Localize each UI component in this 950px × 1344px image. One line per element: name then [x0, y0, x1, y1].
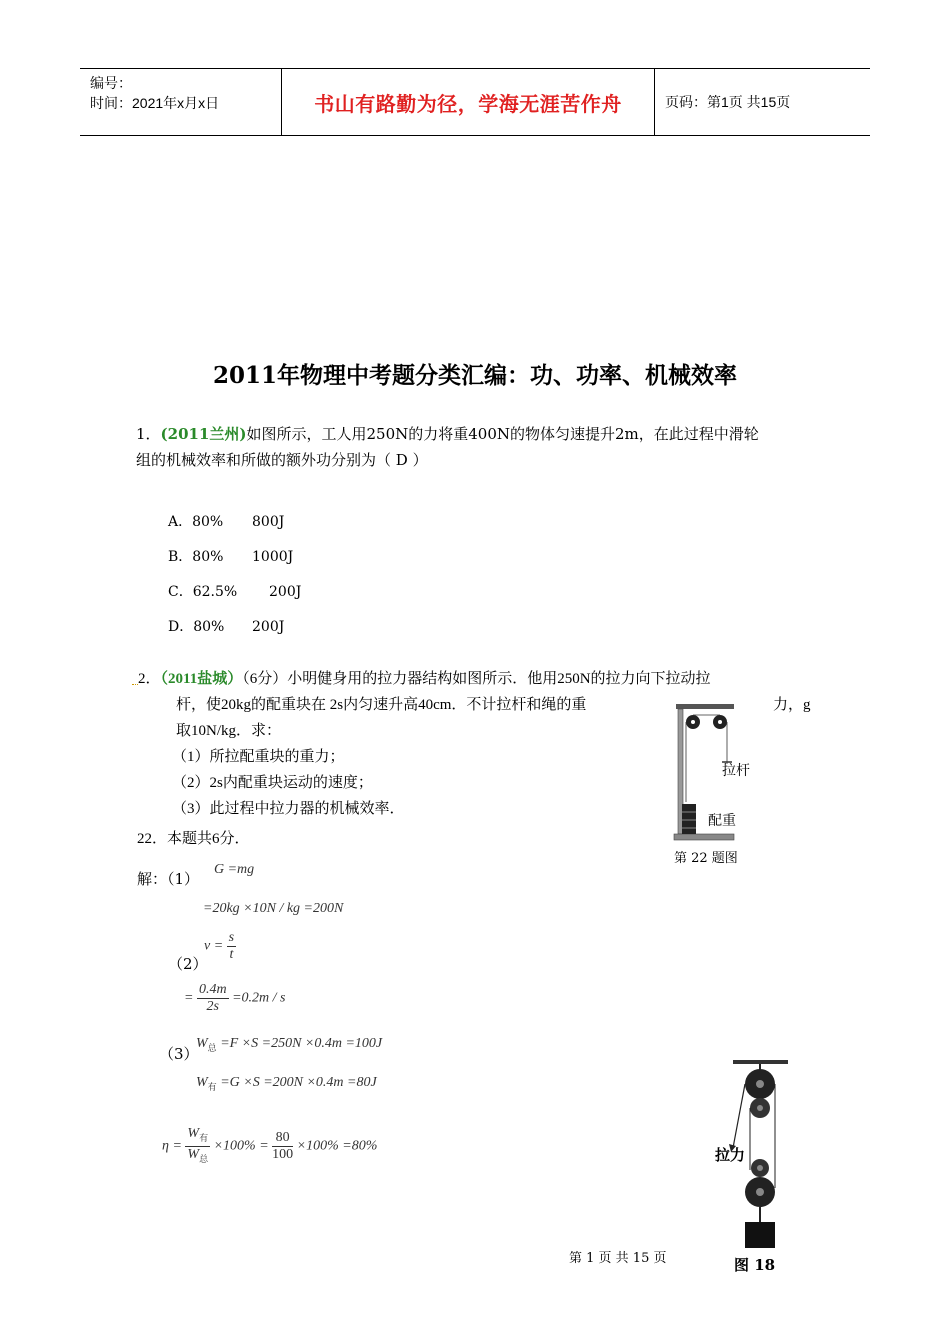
- eq3a: $W_总 =F \times S =250N \times 0.4m =100J$: [196, 1036, 383, 1053]
- eq2b: = $\frac{0.4m}{2s}$ =0.2m / s: [184, 982, 286, 1014]
- header-number: 编号：: [90, 75, 132, 91]
- question-1-line1: [136, 421, 826, 447]
- figure18-caption: 图 18: [734, 1256, 776, 1274]
- option-d[interactable]: D．80% 200J: [168, 619, 285, 635]
- option-a[interactable]: A．80% 800J: [168, 514, 285, 530]
- question-2-line3: 取10N/kg．求：: [176, 723, 282, 739]
- header-table: [80, 68, 870, 136]
- question-2-number: 2．: [138, 671, 161, 687]
- option-b[interactable]: B．80% 1000J: [168, 549, 294, 565]
- part3-label: （3）: [159, 1045, 199, 1063]
- eq-efficiency: η = $\frac{W_有}{W_总}$ ×100% = $\frac{80}{100}$ ×100% =80%: [162, 1126, 378, 1164]
- figure-22-caption: 第 22 题图: [674, 851, 738, 866]
- question-2-source: （2011盐城）: [160, 671, 243, 687]
- page-title: 2011年物理中考题分类汇编：功、功率、机械效率: [212, 362, 737, 389]
- page-footer: 第 1 页 共 15 页: [569, 1251, 667, 1266]
- figure18-force-label: 拉力: [715, 1146, 746, 1164]
- question-2-text-1: （6分）小明健身用的拉力器结构如图所示．他用250N的拉力向下拉动拉: [242, 671, 711, 687]
- header-page-info: 页码：第1页 共15页: [665, 94, 791, 110]
- question-1-options: [168, 505, 301, 645]
- header-time: 时间：2021年x月x日: [90, 95, 220, 111]
- question-2-sub1: （1）所拉配重块的重力；: [172, 749, 345, 765]
- eq3b: $W_有 =G \times S =200N \times 0.4m =80J$: [196, 1075, 377, 1092]
- question-1: [136, 421, 826, 473]
- option-c[interactable]: C．62.5% 200J: [168, 584, 302, 600]
- question-1-text-1: 如图所示，工人用250N的力将重400N的物体匀速提升2m，在此过程中滑轮: [246, 425, 759, 443]
- question-2-line2: 杆，使20kg的配重块在 2s内匀速升高40cm．不计拉杆和绳的重 力，g: [176, 697, 811, 713]
- solution-label: 解：（1）: [137, 870, 200, 888]
- question-2-sub3: （3）此过程中拉力器的机械效率．: [172, 801, 405, 817]
- eq2: v = $\frac{s}{t}$: [204, 930, 235, 962]
- header-motto: 书山有路勤为径，学海无涯苦作舟: [281, 69, 655, 135]
- figure-label-weight: 配重: [708, 813, 736, 829]
- eq1: G =mg: [214, 862, 255, 877]
- question-2-sub2: （2）2s内配重块运动的速度；: [172, 775, 373, 791]
- question-1-source: (2011兰州): [160, 425, 247, 443]
- question-2-line1: [138, 666, 828, 692]
- part2-label: （2）: [168, 955, 208, 973]
- eq1b: =20kg ×10N / kg =200N: [203, 901, 344, 916]
- answer-header: 22．本题共6分．: [137, 831, 250, 847]
- question-1-number: 1．: [136, 425, 161, 443]
- question-1-text-2: 组的机械效率和所做的额外功分别为（ D ）: [136, 451, 428, 469]
- figure-label-rod: 拉杆: [722, 763, 750, 779]
- header-meta: [80, 69, 281, 135]
